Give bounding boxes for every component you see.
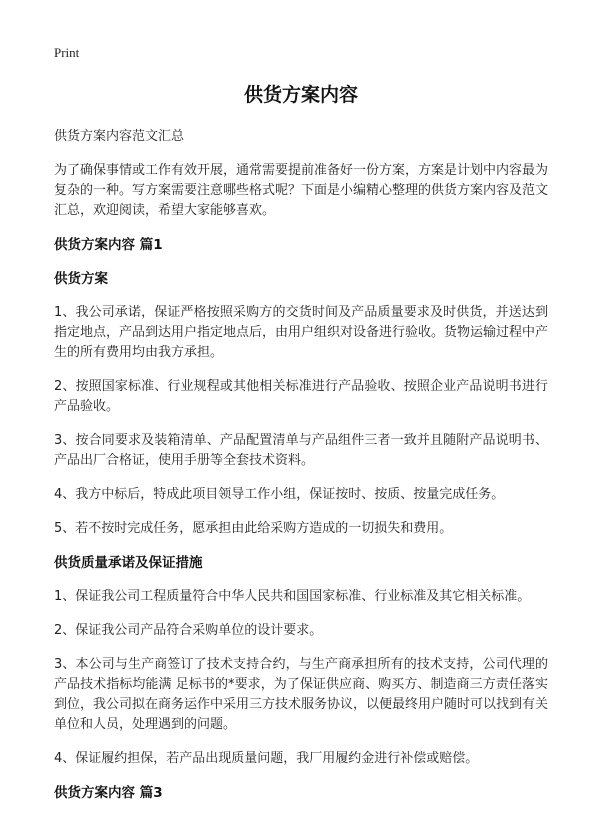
section-heading: 供货质量承诺及保证措施 <box>54 555 203 571</box>
paragraph: 1、我公司承诺，保证严格按照采购方的交货时间及产品质量要求及时供货，并送达到指定地点，产品到达用户指定地点后，由用户组织对设备进行验收。货物运输过程中产生的所有费用均由我方承担。 <box>54 305 549 360</box>
print-label[interactable]: Print <box>54 45 80 60</box>
document-title: 供货方案内容 <box>243 84 358 106</box>
paragraph: 4、我方中标后，特成此项目领导工作小组，保证按时、按质、按量完成任务。 <box>54 487 505 502</box>
paragraph: 3、按合同要求及装箱清单、产品配置清单与产品组件三者一致并且随附产品说明书、产品出厂合格证，使用手册等全套技术资料。 <box>54 433 548 468</box>
document-body <box>54 127 548 803</box>
section-heading: 供货方案 <box>54 271 108 287</box>
paragraph: 2、保证我公司产品符合采购单位的设计要求。 <box>54 623 323 638</box>
paragraph: 3、本公司与生产商签订了技术支持合约，与生产商承担所有的技术支持，公司代理的产品技术指标均能满 足标书的*要求，为了保证供应商、购买方、制造商三方责任落实到位，我公司拟在商务运作中采用三方技术服务协议，以便最终用户随时可以找到有关单位和人员，处理遇到的问题。 <box>54 657 549 732</box>
paragraph: 5、若不按时完成任务，愿承担由此给采购方造成的一切损失和费用。 <box>54 521 453 536</box>
section-heading: 供货方案内容 篇1 <box>54 237 163 253</box>
paragraph: 4、保证履约担保，若产品出现质量问题，我厂用履约金进行补偿或赔偿。 <box>54 751 479 766</box>
section-heading: 供货方案内容 篇3 <box>54 785 163 801</box>
paragraph: 为了确保事情或工作有效开展，通常需要提前准备好一份方案，方案是计划中内容最为复杂的一种。写方案需要注意哪些格式呢？下面是小编精心整理的供货方案内容及范文汇总，欢迎阅读，希望大家能够喜欢。 <box>54 163 549 218</box>
paragraph: 1、保证我公司工程质量符合中华人民共和国国家标准、行业标准及其它相关标准。 <box>54 589 531 604</box>
paragraph: 2、按照国家标准、行业规程或其他相关标准进行产品验收、按照企业产品说明书进行产品验收。 <box>54 379 548 414</box>
paragraph: 供货方案内容范文汇总 <box>54 129 185 144</box>
